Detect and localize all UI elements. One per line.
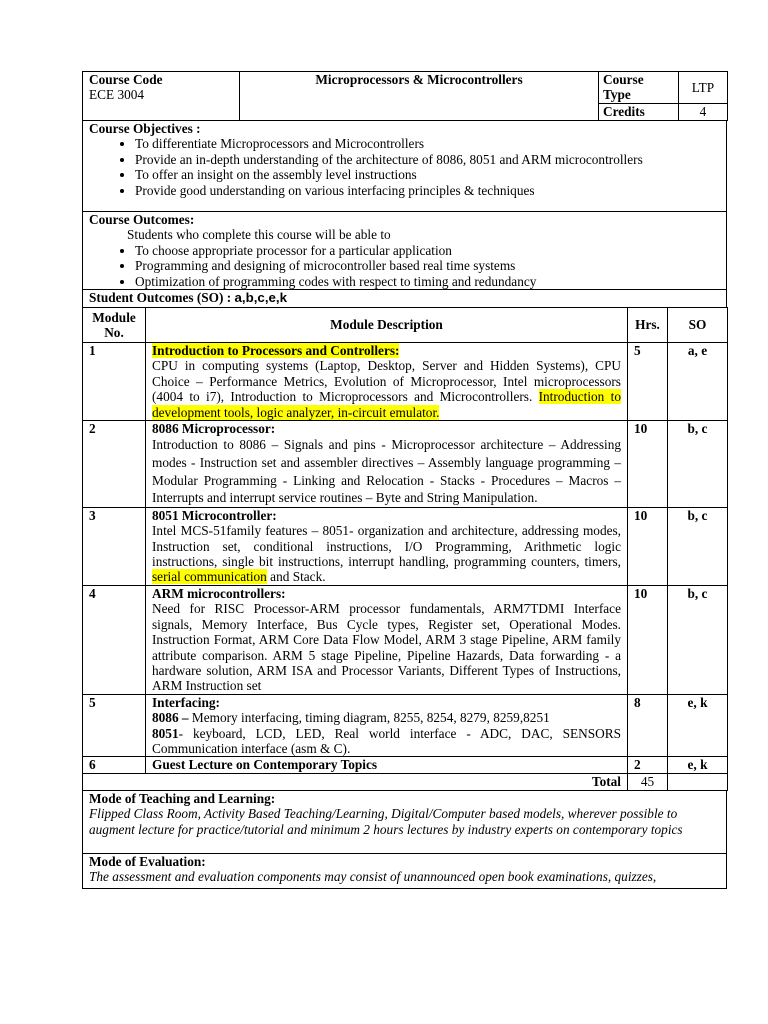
teaching-table [82,790,727,889]
ltp-label: LTP [679,72,728,104]
table-row [83,421,728,508]
module-hours: 10 [628,421,668,508]
course-syllabus [82,71,727,889]
module-so: e, k [668,757,728,773]
module-title: 8086 Microprocessor: [152,421,276,437]
module-text: Need for RISC Processor-ARM processor fundamentals, ARM7TDMI Interface signals, Memory Interface, Bus Cycle types, Register set, Operational Modes. Instruction Format, ARM Core Data Flow Model, ARM 3 stage Pipeline, ARM family attribute comparison. ARM 5 stage Pipeline, Pipeline Hazards, Data forwarding - a hardware solution, ARM ISA and Processor Variants, Different Types of Instructions, ARM Instruction set [152,601,621,694]
module-no-header: Module No. [83,308,146,343]
objectives-table [82,120,727,308]
module-so: b, c [668,421,728,508]
course-objectives-cell [83,121,727,212]
course-code-label: Course Code [89,72,163,87]
module-description [146,585,628,694]
total-so-empty [668,773,728,790]
evaluation-text: The assessment and evaluation components may consist of unannounced open book examinations, quizzes, [89,869,657,885]
module-line2: - keyboard, LCD, LED, Real world interface - ADC, DAC, SENSORS Communication interface (asm & C). [152,725,621,756]
credits-label: Credits [599,104,679,121]
evaluation-cell [83,853,727,888]
course-outcomes-list [89,243,720,289]
module-line1: Memory interfacing, timing diagram, 8255, 8254, 8279, 8259,8251 [191,710,550,726]
module-description [146,343,628,421]
objective-item: • Provide an in-depth understanding of the architecture of 8086, 8051 and ARM microcontrollers [135,152,720,167]
outcome-item: • To choose appropriate processor for a particular application [135,243,720,258]
module-hours: 5 [628,343,668,421]
module-text: CPU in computing systems (Laptop, Desktop, Server and Hidden Systems), CPU Choice – Performance Metrics, Evolution of Microprocessor, Intel microprocessors (4004 to i7), Introduction to Microprocessors and Microcontrollers. [152,358,621,405]
module-description-header: Module Description [146,308,628,343]
course-code-cell [83,72,240,121]
course-objectives-title: Course Objectives : [89,121,201,136]
module-so: a, e [668,343,728,421]
module-hours: 10 [628,507,668,585]
module-so: b, c [668,585,728,694]
table-row [83,694,728,757]
module-title: Guest Lecture on Contemporary Topics [146,757,628,773]
module-description [146,507,628,585]
module-highlight-text: serial communication [152,569,267,585]
module-no: 3 [83,507,146,585]
outcome-item: • Programming and designing of microcontroller based real time systems [135,258,720,273]
student-outcomes-value: a,b,c,e,k [234,290,288,306]
module-no: 4 [83,585,146,694]
module-text: Intel MCS-51family features – 8051- organization and architecture, addressing modes, Instruction set, conditional instructions, I/O Programming, Arithmetic logic instructions, single bit instructions, interrupt handling, programming counters, timers, [152,523,621,570]
course-header-table [82,71,728,121]
module-no: 1 [83,343,146,421]
course-type-label: Course Type [599,72,679,104]
objective-item: • Provide good understanding on various interfacing principles & techniques [135,183,720,198]
module-highlight-text: Introduction to development tools, logic analyzer, in-circuit emulator. [152,389,621,420]
total-row [83,773,728,790]
credits-value: 4 [679,104,728,121]
module-text-end: and Stack. [266,569,326,585]
table-row [83,585,728,694]
module-title: Interfacing: [152,694,220,710]
module-hours: 10 [628,585,668,694]
teaching-title: Mode of Teaching and Learning: [89,790,276,806]
module-no: 2 [83,421,146,508]
modules-table [82,307,728,791]
module-title: 8051 Microcontroller: [152,507,277,523]
module-hours: 2 [628,757,668,773]
module-description [146,421,628,508]
so-header: SO [668,308,728,343]
module-line1-label: 8086 – [152,710,192,726]
teaching-text: Flipped Class Room, Activity Based Teaching/Learning, Digital/Computer based models, wherever possible to augment lecture for practice/tutorial and minimum 2 hours lectures by industry experts on contemporary topics [89,806,683,837]
module-hours: 8 [628,694,668,757]
module-line2-label: 8051 [152,725,179,741]
student-outcomes-label: Student Outcomes (SO) : [89,290,235,306]
teaching-cell [83,790,727,853]
module-description [146,694,628,757]
evaluation-title: Mode of Evaluation: [89,853,206,869]
total-value: 45 [628,773,668,790]
course-outcomes-lead: Students who complete this course will be able to [127,227,391,243]
table-row [83,343,728,421]
module-title: Introduction to Processors and Controllers: [152,343,400,359]
course-code: ECE 3004 [89,87,145,103]
hours-header: Hrs. [628,308,668,343]
course-objectives-list [89,136,720,198]
objective-item: • To differentiate Microprocessors and Microcontrollers [135,136,720,151]
course-outcomes-title: Course Outcomes: [89,212,195,227]
table-row [83,507,728,585]
module-so: e, k [668,694,728,757]
objective-item: • To offer an insight on the assembly level instructions [135,167,720,182]
outcome-item: • Optimization of programming codes with respect to timing and redundancy [135,274,720,289]
course-outcomes-cell [83,212,727,290]
module-text: Introduction to 8086 – Signals and pins - Microprocessor architecture – Addressing modes - Instruction set and assembler directives – Assembly language programming – Modular Programming - Linking and Relocation - Stacks - Procedures – Macros – Interrupts and interrupt service routines – Byte and String Manipulation. [152,437,621,506]
table-row [83,757,728,773]
course-title: Microprocessors & Microcontrollers [240,72,599,121]
total-label: Total [83,773,628,790]
module-no: 6 [83,757,146,773]
module-so: b, c [668,507,728,585]
module-no: 5 [83,694,146,757]
module-title: ARM microcontrollers: [152,585,286,601]
student-outcomes-cell [83,290,727,308]
